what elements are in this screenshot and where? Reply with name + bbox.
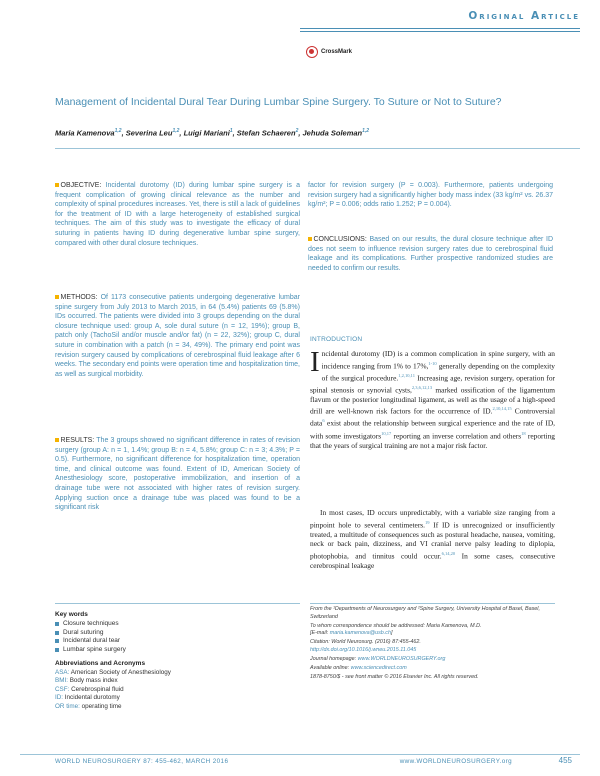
abstract-results-continued: factor for revision surgery (P = 0.003). Furthermore, patients undergoing revision surgery had a significantly higher body mass index (33 kg/m² vs. 26.37 kg/m²; P = 0.006; odds ratio 1.252; P = 0.004). [308,182,553,209]
reference-link[interactable]: 2,10,14,15 [492,406,512,412]
reference-link[interactable]: 6 [322,418,325,424]
footer-rule [20,754,580,755]
page-number: 455 [558,756,572,765]
copyright: 1878-8750/$ - see front matter © 2016 Elsevier Inc. All rights reserved. [310,674,479,681]
reference-link[interactable]: 19 [425,519,430,525]
reference-link[interactable]: 1,2,10,11 [398,372,415,378]
abstract-methods-lead: METHODS: [60,294,98,301]
text-run: Controversial data [310,406,556,428]
abbreviation-definition: American Society of Anesthesiology [69,669,171,676]
keyword-label: Lumbar spine surgery [63,645,126,653]
keyword-label: Incidental dural tear [63,637,121,644]
header-rule [300,28,580,29]
abstract-conclusions-lead: CONCLUSIONS: [313,236,367,243]
author-affiliation: 1 [229,128,233,134]
introduction-paragraph-1 [310,346,556,450]
text-run: reporting an inverse correlation and others [391,430,522,440]
author-affiliation: 1,2 [362,128,370,134]
abbreviation-term: ID: [55,694,64,702]
abbreviations-list [55,669,171,711]
abbreviation-definition: Body mass index [67,677,118,685]
author-affiliation: 1,2 [114,128,122,134]
text-run: Increasing age, revision surgery, operation for spinal stenosis or synovial cysts, [310,373,555,395]
abbreviation-item [55,686,171,694]
square-bullet-icon [55,622,59,626]
email-link[interactable]: maria.kamenova@usb.ch [329,630,391,637]
keyword-item [55,620,126,629]
text-run: reporting that the years of surgical training are not a major risk factor. [310,430,555,450]
abbreviation-item [55,677,171,685]
square-bullet-icon [55,639,59,643]
abbreviation-definition: Cerebrospinal fluid [69,685,124,693]
text-run: generally depending on the complexity of the surgical procedure. [321,361,555,383]
abbreviation-item [55,694,171,702]
author-affiliation: 2 [295,128,299,134]
available-label: Available online: [310,665,351,672]
keywords-divider [55,603,300,604]
affiliation-divider [310,603,555,604]
author-list: Maria Kamenova$^{1,2}$, Severina Leu$^{1,2}$, Luigi Mariani$^1$, Stefan Schaeren$^2$, Jehuda Soleman$^{1,2}$ [55,128,370,138]
author-affiliation: 1,2 [172,128,180,134]
title-divider [55,148,580,149]
bullet-icon [308,237,312,241]
sciencedirect-link[interactable]: www.sciencedirect.com [350,665,407,672]
text-run: In some cases, consecutive cerebrospinal leakage [310,551,555,570]
abstract-objective-lead: OBJECTIVE: [60,182,102,189]
citation [310,639,555,654]
author-name[interactable]: Luigi Mariani [183,128,230,138]
correspondence [310,623,555,638]
bullet-icon [55,183,59,187]
abstract-conclusions [308,235,553,273]
author-name[interactable]: Maria Kamenova [55,128,115,138]
doi-link[interactable]: http://dx.doi.org/10.1016/j.wneu.2015.11.045 [310,646,417,653]
abbreviation-definition: Incidental durotomy [63,694,120,702]
text-run: ncidental durotomy (ID) is a common complication in spine surgery, with an incidence ranging from 1% to 17%, [321,349,555,371]
square-bullet-icon [55,631,59,635]
abbreviation-term: BMI: [55,677,68,685]
affiliation-from: From the ¹Departments of Neurosurgery and ²Spine Surgery, University Hospital of Basel, Basel, Switzerland [310,606,540,620]
article-type-label: Original Article [468,10,580,22]
abstract-conclusions-text: Based on our results, the dural closure technique after ID does not seem to influence revision surgery rates due to cerebrospinal fluid leakage and its complications. Further prospective randomized studies are needed to confirm our results. [308,236,553,272]
abbreviations-heading: Abbreviations and Acronyms [55,660,146,667]
citation-text: Citation: World Neurosurg. (2016) 87:455-462. [310,639,421,646]
text-run: marked ossification of the ligamentum flavum or the posterior longitudinal ligament, as well as the usage of a high-speed drill are well-known risk factors for the occurrence of ID. [310,385,556,416]
bullet-icon [55,295,59,299]
author-name[interactable]: Severina Leu [125,128,173,138]
article-title: Management of Incidental Dural Tear During Lumbar Spine Surgery. To Suture or Not to Suture? [55,96,502,108]
reference-link[interactable]: 6,14,20 [441,550,456,556]
keyword-item [55,646,126,655]
abbreviation-item [55,703,171,711]
reference-link[interactable]: 2,3,6,12,13 [411,384,433,390]
footer-journal-citation: WORLD NEUROSURGERY 87: 455-462, MARCH 2016 [55,758,229,765]
abstract-objective-text: Incidental durotomy (ID) during lumbar spine surgery is a frequent complication of growing clinical relevance as the number and complexity of spinal procedures increases. Yet, there is still a lack of guidelines for the treatment of ID with a large heterogeneity of established surgical techniques. The aim of this study was to investigate the efficacy of dural suturing in patients having ID during degenerative lumbar spine surgery, compared with other dural closure techniques. [55,182,300,247]
footer-journal-url[interactable]: www.WORLDNEUROSURGERY.org [399,758,512,765]
introduction-heading: INTRODUCTION [310,336,363,343]
text-run: If ID is unrecognized or insufficiently treated, a multitude of consequences such as postural headache, nausea, vomiting, neck or back pain, dizziness, and VI cranial nerve palsy leading to diplopia, photophobia, and tinnitus could occur. [310,520,555,561]
crossmark-label: CrossMark [321,49,353,55]
reference-link[interactable]: 10,17 [381,430,392,436]
journal-label: Journal homepage: [310,656,358,663]
introduction-paragraph-2 [310,508,555,571]
available-online [310,665,555,673]
abstract-objective [55,181,300,248]
abstract-results-text: The 3 groups showed no significant difference in rates of revision surgery (group A: n = 1, 1.4%; group B: n = 4, 5.8%; group C: n = 3; 4.3%; P = 0.5). Furthermore, no significant difference for hospitalization time, operation time, and clinical outcome was found. Extent of ID, American Society of Anesthesiology score, postoperative immobilization, and insertion of a drainage tube were not associated with higher rates of revision surgery. Applying suction once a drainage tube was placed was found to be a significant risk [55,437,300,512]
abbreviation-item [55,669,171,677]
abbreviation-definition: operating time [79,702,122,710]
reference-link[interactable]: 18 [521,430,526,436]
abbreviation-term: ASA: [55,669,70,676]
text-run: In most cases, ID occurs unpredictably, with a variable size ranging from a pinpoint hole to several centimeters. [310,508,555,530]
abstract-results [55,436,300,513]
abbreviation-term: CSF: [55,685,70,693]
journal-homepage [310,656,555,664]
keywords-heading: Key words [55,611,88,618]
text-run: exist about the relationship between surgical experience and the rate of ID, with some investigators [310,418,555,440]
author-name[interactable]: Jehuda Soleman [302,128,363,138]
drop-cap: I [310,346,320,378]
keyword-label: Dural suturing [63,628,104,636]
abstract-results-lead: RESULTS: [60,437,95,444]
keyword-label: Closure techniques [63,620,119,627]
crossmark-icon [306,46,318,58]
affiliation-block [310,606,555,683]
reference-link[interactable]: 1-10 [428,360,437,366]
keyword-item [55,629,126,638]
abbreviation-term: OR time: [55,702,80,710]
square-bullet-icon [55,648,59,652]
email-label: [E-mail: [310,630,330,637]
journal-link[interactable]: www.WORLDNEUROSURGERY.org [357,656,446,663]
correspondence-text: To whom correspondence should be addressed: Maria Kamenova, M.D. [310,622,482,629]
keywords-list [55,620,126,654]
header-rule-thin [300,31,580,32]
author-name[interactable]: Stefan Schaeren [236,128,296,138]
keyword-item [55,637,126,646]
abstract-methods [55,293,300,379]
bullet-icon [55,438,59,442]
abstract-methods-text: Of 1173 consecutive patients undergoing degenerative lumbar spine surgery from July 2013 to March 2015, in 64 (5.4%) patients 69 (5.8%) IDs occurred. The patients were divided into 3 groups depending on the dural closure technique used: group A, sole dural suture (n = 12, 19%); group B, patch only (TachoSil and/or muscle and/or fat) (n = 22, 32%); group C, dural suture in combination with a patch (n = 34, 49%). The primary end point was revision surgery caused by complications of cerebrospinal fluid leakage after 6 weeks. The secondary end points were operation time and hospitalization time, as well as surgical morbidity. [55,294,300,378]
crossmark-badge[interactable] [306,46,352,58]
email-end: ] [390,630,393,637]
